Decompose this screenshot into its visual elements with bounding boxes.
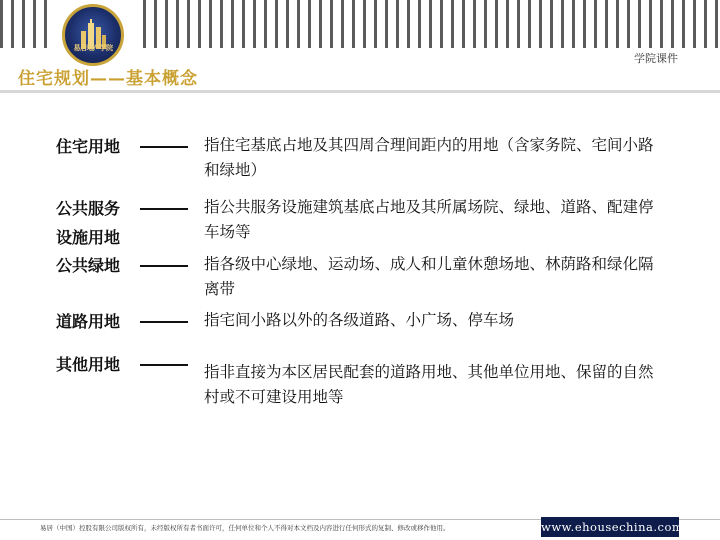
desc-residential-land: 指住宅基底占地及其四周合理间距内的用地（含家务院、宅间小路和绿地） bbox=[204, 136, 654, 179]
desc-other-land: 指非直接为本区居民配套的道路用地、其他单位用地、保留的自然村或不可建设用地等 bbox=[204, 363, 654, 406]
connector-line bbox=[140, 364, 188, 366]
term-residential-land: 住宅用地 bbox=[56, 137, 121, 156]
term-public-service-line2: 设施用地 bbox=[56, 228, 121, 247]
connector-line bbox=[140, 208, 188, 210]
connector-line bbox=[140, 265, 188, 267]
footer-copyright: 易居（中国）控股有限公司版权所有，未经版权所有者书面许可，任何单位和个人不得对本文档及内容进行任何形式的复制、修改或移作他用。 bbox=[40, 524, 450, 532]
logo-text: 易居地产学院 bbox=[73, 44, 113, 52]
term-public-service-line1: 公共服务 bbox=[56, 199, 121, 218]
term-public-green: 公共绿地 bbox=[56, 256, 121, 275]
term-other-land: 其他用地 bbox=[56, 355, 121, 374]
connector-line bbox=[140, 321, 188, 323]
page-title: 住宅规划——基本概念 bbox=[18, 69, 198, 89]
term-road-land: 道路用地 bbox=[56, 312, 121, 331]
desc-road-land: 指宅间小路以外的各级道路、小广场、停车场 bbox=[204, 311, 515, 329]
course-tag: 学院课件 bbox=[630, 50, 682, 66]
desc-public-service: 指公共服务设施建筑基底占地及其所属场院、绿地、道路、配建停车场等 bbox=[204, 198, 654, 241]
connector-line bbox=[140, 146, 188, 148]
footer-website: www.ehousechina.com bbox=[541, 517, 679, 537]
desc-public-green: 指各级中心绿地、运动场、成人和儿童休憩场地、林荫路和绿化隔离带 bbox=[204, 255, 654, 298]
